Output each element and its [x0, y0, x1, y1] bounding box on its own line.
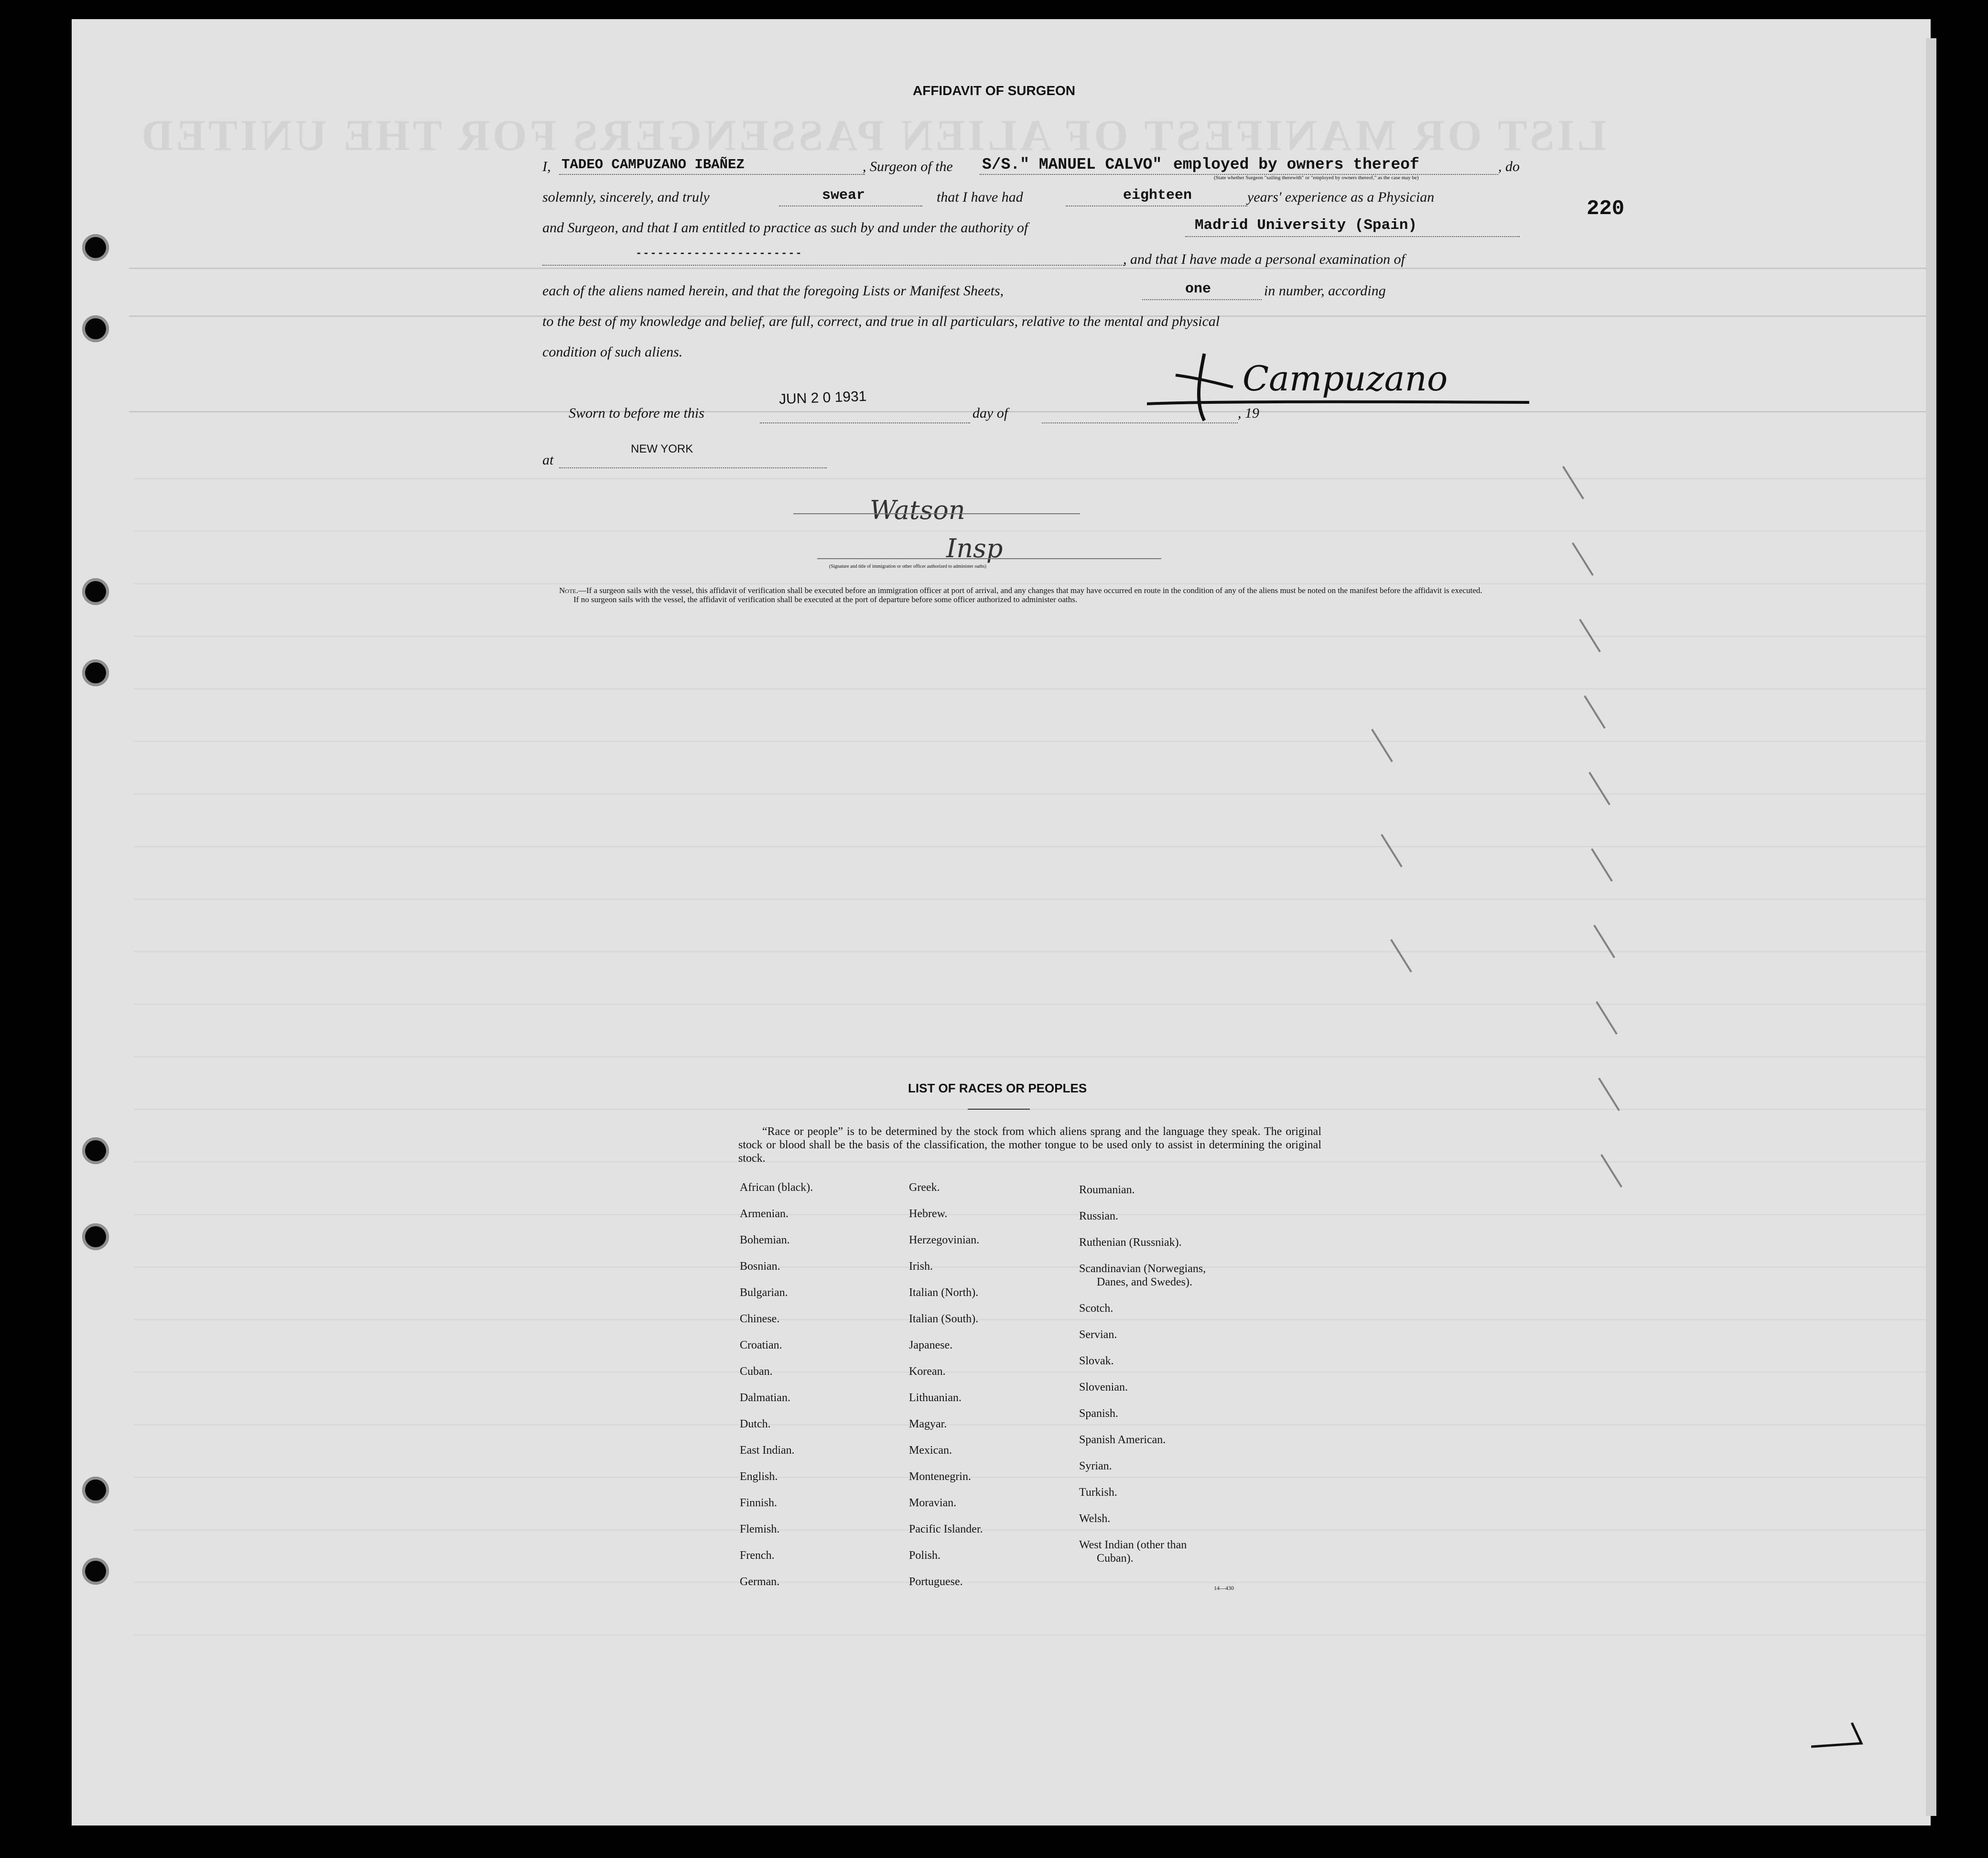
- affidavit-title: AFFIDAVIT OF SURGEON: [913, 83, 1076, 98]
- race-item: English.: [740, 1470, 778, 1483]
- race-item: Croatian.: [740, 1339, 782, 1351]
- affidavit-text: , do: [1498, 159, 1520, 174]
- race-item: Montenegrin.: [909, 1470, 971, 1483]
- race-item: Syrian.: [1079, 1460, 1112, 1472]
- sworn-text: day of: [972, 405, 1008, 421]
- race-item: Korean.: [909, 1365, 946, 1378]
- officer-caption: (Signature and title of immigration or other officer authorized to administer oaths): [829, 564, 986, 569]
- race-item: Chinese.: [740, 1313, 780, 1325]
- race-item: Slovak.: [1079, 1355, 1114, 1367]
- affidavit-text: to the best of my knowledge and belief, are full, correct, and true in all particulars, relative to the mental and physical: [542, 313, 1220, 329]
- officer-title-signature: Insp: [946, 533, 1003, 563]
- punch-hole: [82, 659, 109, 686]
- punch-hole: [82, 234, 109, 261]
- race-item: Bohemian.: [740, 1234, 790, 1246]
- affidavit-text: years' experience as a Physician: [1247, 189, 1435, 205]
- race-item: Italian (South).: [909, 1313, 979, 1325]
- race-item: Polish.: [909, 1549, 941, 1562]
- surgeon-name: TADEO CAMPUZANO IBAÑEZ: [562, 157, 745, 173]
- race-item: Cuban).: [1097, 1552, 1134, 1565]
- race-item: Portuguese.: [909, 1576, 963, 1588]
- race-item: West Indian (other than: [1079, 1539, 1187, 1551]
- race-item: Dalmatian.: [740, 1392, 790, 1404]
- race-item: Russian.: [1079, 1210, 1119, 1222]
- races-intro: “Race or people” is to be determined by the stock from which aliens sprang and the language they speak. The original stock or blood shall be the basis of the classification, the mother tongue to be used only to assist in determining the original stock.: [738, 1125, 1321, 1165]
- race-item: Cuban.: [740, 1365, 773, 1378]
- licensing-authority: Madrid University (Spain): [1195, 217, 1417, 234]
- race-item: Roumanian.: [1079, 1184, 1135, 1196]
- race-item: Scotch.: [1079, 1302, 1113, 1315]
- years-experience: eighteen: [1123, 187, 1192, 204]
- race-item: Turkish.: [1079, 1486, 1117, 1499]
- affidavit-text: solemnly, sincerely, and truly: [542, 189, 710, 205]
- affidavit-text: , Surgeon of the: [863, 159, 953, 174]
- race-item: African (black).: [740, 1181, 813, 1194]
- race-item: Mexican.: [909, 1444, 952, 1457]
- licensing-authority-continued: -----------------------: [636, 248, 803, 259]
- surgeon-signature: Campuzano: [1147, 349, 1529, 430]
- sworn-date-stamp: JUN 2 0 1931: [778, 388, 867, 408]
- bleed-through-heading: LIST OR MANIFEST OF ALIEN PASSENGERS FOR THE UNITED: [139, 111, 1607, 160]
- race-item: Danes, and Swedes).: [1097, 1276, 1192, 1288]
- race-item: Spanish.: [1079, 1407, 1119, 1420]
- affidavit-text: , and that I have made a personal examination of: [1123, 251, 1405, 267]
- ship-name: S/S." MANUEL CALVO": [982, 156, 1162, 173]
- race-item: Bulgarian.: [740, 1286, 788, 1299]
- page-number: 220: [1587, 197, 1625, 221]
- punch-hole: [82, 315, 109, 342]
- punch-hole: [82, 578, 109, 605]
- race-item: Flemish.: [740, 1523, 780, 1535]
- manifest-sheet: [72, 19, 1931, 1826]
- race-item: Armenian.: [740, 1208, 789, 1220]
- employment-status: employed by owners thereof: [1173, 156, 1419, 173]
- race-item: Herzegovinian.: [909, 1234, 980, 1246]
- race-item: Slovenian.: [1079, 1381, 1128, 1394]
- race-item: Magyar.: [909, 1418, 947, 1430]
- punch-hole: [82, 1558, 109, 1585]
- race-item: Scandinavian (Norwegians,: [1079, 1263, 1206, 1275]
- affidavit-note: Note.—If a surgeon sails with the vessel, this affidavit of verification shall be executed before an immigration officer at port of arrival, and any changes that may have occurred en route in the condition of any of the aliens must be noted on the manifest before the affidavit is executed. If no surgeon sails with the vessel, the affidavit of verification shall be executed at the port of departure before some officer authorized to administer oaths.: [559, 586, 1482, 604]
- race-item: Moravian.: [909, 1497, 957, 1509]
- race-item: Bosnian.: [740, 1260, 780, 1273]
- sworn-place: NEW YORK: [631, 443, 693, 455]
- sworn-text: Sworn to before me this: [569, 405, 704, 421]
- race-item: Finnish.: [740, 1497, 778, 1509]
- race-item: Hebrew.: [909, 1208, 948, 1220]
- race-item: German.: [740, 1576, 780, 1588]
- punch-hole: [82, 1223, 109, 1250]
- race-item: French.: [740, 1549, 775, 1562]
- race-item: Lithuanian.: [909, 1392, 962, 1404]
- employment-instruction: (State whether Surgeon "sailing therewith" or "employed by owners thereof," as the case may be): [1214, 175, 1419, 181]
- affidavit-text: that I have had: [937, 189, 1023, 205]
- race-item: Servian.: [1079, 1329, 1117, 1341]
- races-title: LIST OF RACES OR PEOPLES: [908, 1081, 1087, 1095]
- race-item: Pacific Islander.: [909, 1523, 983, 1535]
- affidavit-text: and Surgeon, and that I am entitled to practice as such by and under the authority of: [542, 220, 1028, 236]
- form-code: 14—430: [1214, 1585, 1234, 1591]
- race-item: Japanese.: [909, 1339, 953, 1351]
- affidavit-text: in number, according: [1264, 283, 1386, 299]
- sworn-place-label: at: [542, 452, 554, 468]
- race-item: Greek.: [909, 1181, 940, 1194]
- affidavit-text: condition of such aliens.: [542, 344, 683, 360]
- punch-hole: [82, 1137, 109, 1164]
- affidavit-text: I,: [542, 159, 551, 174]
- race-item: East Indian.: [740, 1444, 795, 1457]
- race-item: Dutch.: [740, 1418, 771, 1430]
- manifest-sheet-count: one: [1185, 281, 1211, 297]
- race-item: Welsh.: [1079, 1512, 1111, 1525]
- check-mark-icon: [1811, 1720, 1869, 1749]
- race-item: Italian (North).: [909, 1286, 979, 1299]
- race-item: Irish.: [909, 1260, 933, 1273]
- race-item: Ruthenian (Russniak).: [1079, 1236, 1182, 1249]
- page-edge: [1926, 38, 1936, 1816]
- officer-signature: Watson: [870, 495, 965, 525]
- oath-type: swear: [822, 187, 865, 204]
- sworn-text: , 19: [1238, 405, 1259, 421]
- affidavit-text: each of the aliens named herein, and that the foregoing Lists or Manifest Sheets,: [542, 283, 1004, 299]
- race-item: Spanish American.: [1079, 1434, 1166, 1446]
- punch-hole: [82, 1477, 109, 1503]
